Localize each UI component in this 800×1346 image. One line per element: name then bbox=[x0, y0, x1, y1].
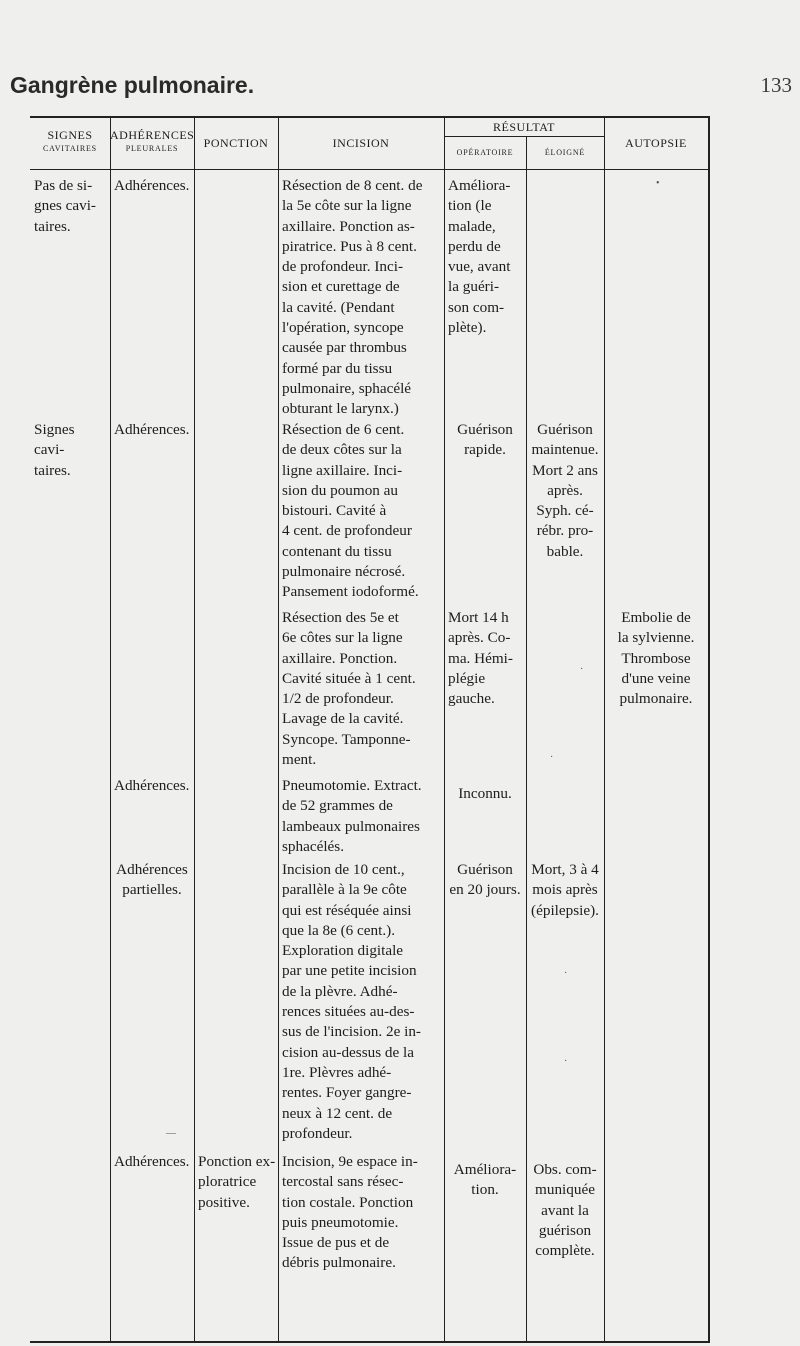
cell-incision-row3: Résection des 5e et 6e côtes sur la ligne axillaire. Ponction. Cavité située à 1 cent. 1/2 de profondeur. Lavage de la cavité. Syncope. Tamponne- ment. bbox=[282, 609, 416, 769]
header-ponction: PONCTION bbox=[203, 136, 269, 150]
cell-autopsie-row3: Embolie de la sylvienne. Thrombose d'une veine pulmonaire. bbox=[617, 609, 695, 708]
cell-incision-row2: Résection de 6 cent. de deux côtes sur la ligne axillaire. Inci- sion du poumon au bistouri. Cavité à 4 cent. de profondeur contenant du tissu pulmonaire nécrosé. Pansement iodoformé. bbox=[282, 421, 419, 601]
header-signes bbox=[30, 128, 110, 156]
cell-adherences-row5: Adhérences partielles. bbox=[116, 861, 188, 899]
print-speck: • bbox=[656, 178, 660, 189]
running-head bbox=[0, 72, 800, 102]
table-bottom-rule bbox=[30, 1341, 710, 1343]
table-top-rule bbox=[30, 116, 710, 118]
header-adherences bbox=[110, 128, 194, 156]
print-speck: · bbox=[564, 1056, 568, 1067]
header-autopsie: AUTOPSIE bbox=[625, 136, 687, 150]
print-speck: · bbox=[564, 968, 568, 979]
cell-operatoire-row6: Améliora- tion. bbox=[453, 1161, 517, 1199]
resultat-subheader-rule bbox=[444, 136, 604, 137]
column-rule bbox=[194, 116, 195, 1343]
header-eloigne-label: ÉLOIGNÉ bbox=[544, 148, 586, 157]
cell-incision-row4: Pneumotomie. Extract. de 52 grammes de lambeaux pulmonaires sphacélés. bbox=[282, 777, 422, 855]
cell-operatoire-row1: Améliora- tion (le malade, perdu de vue, avant la guéri- son com- plète). bbox=[448, 177, 511, 337]
cell-adherences-row6: Adhérences. bbox=[114, 1153, 190, 1170]
cell-eloigne-row2: Guérison maintenue. Mort 2 ans après. Syph. cé- rébr. pro- bable. bbox=[531, 421, 599, 560]
print-speck: · bbox=[550, 752, 554, 763]
cell-operatoire-row5: Guérison en 20 jours. bbox=[449, 861, 521, 899]
column-rule bbox=[444, 116, 445, 1343]
cell-operatoire-row2: Guérison rapide. bbox=[457, 421, 513, 459]
cell-ponction-row6: Ponction ex- ploratrice positive. bbox=[198, 1153, 276, 1211]
cell-incision-row6: Incision, 9e espace in- tercostal sans résec- tion costale. Ponction puis pneumotomie. Issue de pus et de débris pulmonaire. bbox=[282, 1153, 418, 1272]
header-adherences-line2: PLEURALES bbox=[125, 144, 179, 153]
cell-eloigne-row6: Obs. com- muniquée avant la guérison complète. bbox=[533, 1161, 597, 1260]
header-resultat: RÉSULTAT bbox=[493, 120, 555, 134]
cell-operatoire-row4: Inconnu. bbox=[458, 785, 512, 802]
header-signes-line2: CAVITAIRES bbox=[43, 144, 97, 153]
running-title: Gangrène pulmonaire. bbox=[10, 72, 255, 98]
column-rule bbox=[110, 116, 111, 1343]
cell-adherences-row1: Adhérences. bbox=[114, 177, 190, 194]
cell-signes-row1: Pas de si- gnes cavi- taires. bbox=[34, 177, 96, 235]
print-speck: — bbox=[166, 1128, 176, 1139]
cell-eloigne-row5: Mort, 3 à 4 mois après (épilepsie). bbox=[531, 861, 599, 919]
column-rule bbox=[604, 116, 605, 1343]
page-number: 133 bbox=[760, 73, 792, 97]
header-incision: INCISION bbox=[332, 136, 390, 150]
header-adherences-line1: ADHÉRENCES bbox=[110, 128, 195, 142]
header-signes-line1: SIGNES bbox=[47, 128, 93, 142]
header-bottom-rule bbox=[30, 169, 710, 170]
cell-signes-row2: Signes cavi- taires. bbox=[34, 421, 75, 479]
cell-incision-row5: Incision de 10 cent., parallèle à la 9e côte qui est réséquée ainsi que la 8e (6 cent.). Exploration digitale par une petite incision de la plèvre. Adhé- rences situées au-des- sus de l'incision. 2e in- cision au-dessus de la 1re. Plèvres adhé- rentes. Foyer gangre- neux à 12 cent. de profondeur. bbox=[282, 861, 421, 1142]
results-table bbox=[30, 116, 710, 1346]
cell-adherences-row2: Adhérences. bbox=[114, 421, 190, 438]
header-operatoire bbox=[444, 146, 526, 160]
cell-incision-row1: Résection de 8 cent. de la 5e côte sur la ligne axillaire. Ponction as- piratrice. Pus à 8 cent. de profondeur. Inci- sion et curettage de la cavité. (Pendant l'opération, syncope causée par thrombus formé par du tissu pulmonaire, sphacélé obturant le larynx.) bbox=[282, 177, 423, 418]
table-right-rule bbox=[708, 116, 710, 1343]
cell-adherences-row4: Adhérences. bbox=[114, 777, 190, 794]
print-speck: · bbox=[580, 664, 584, 675]
header-eloigne bbox=[526, 146, 604, 160]
column-rule bbox=[278, 116, 279, 1343]
header-operatoire-label: OPÉRATOIRE bbox=[456, 148, 514, 157]
cell-operatoire-row3: Mort 14 h après. Co- ma. Hémi- plégie gauche. bbox=[448, 609, 513, 708]
